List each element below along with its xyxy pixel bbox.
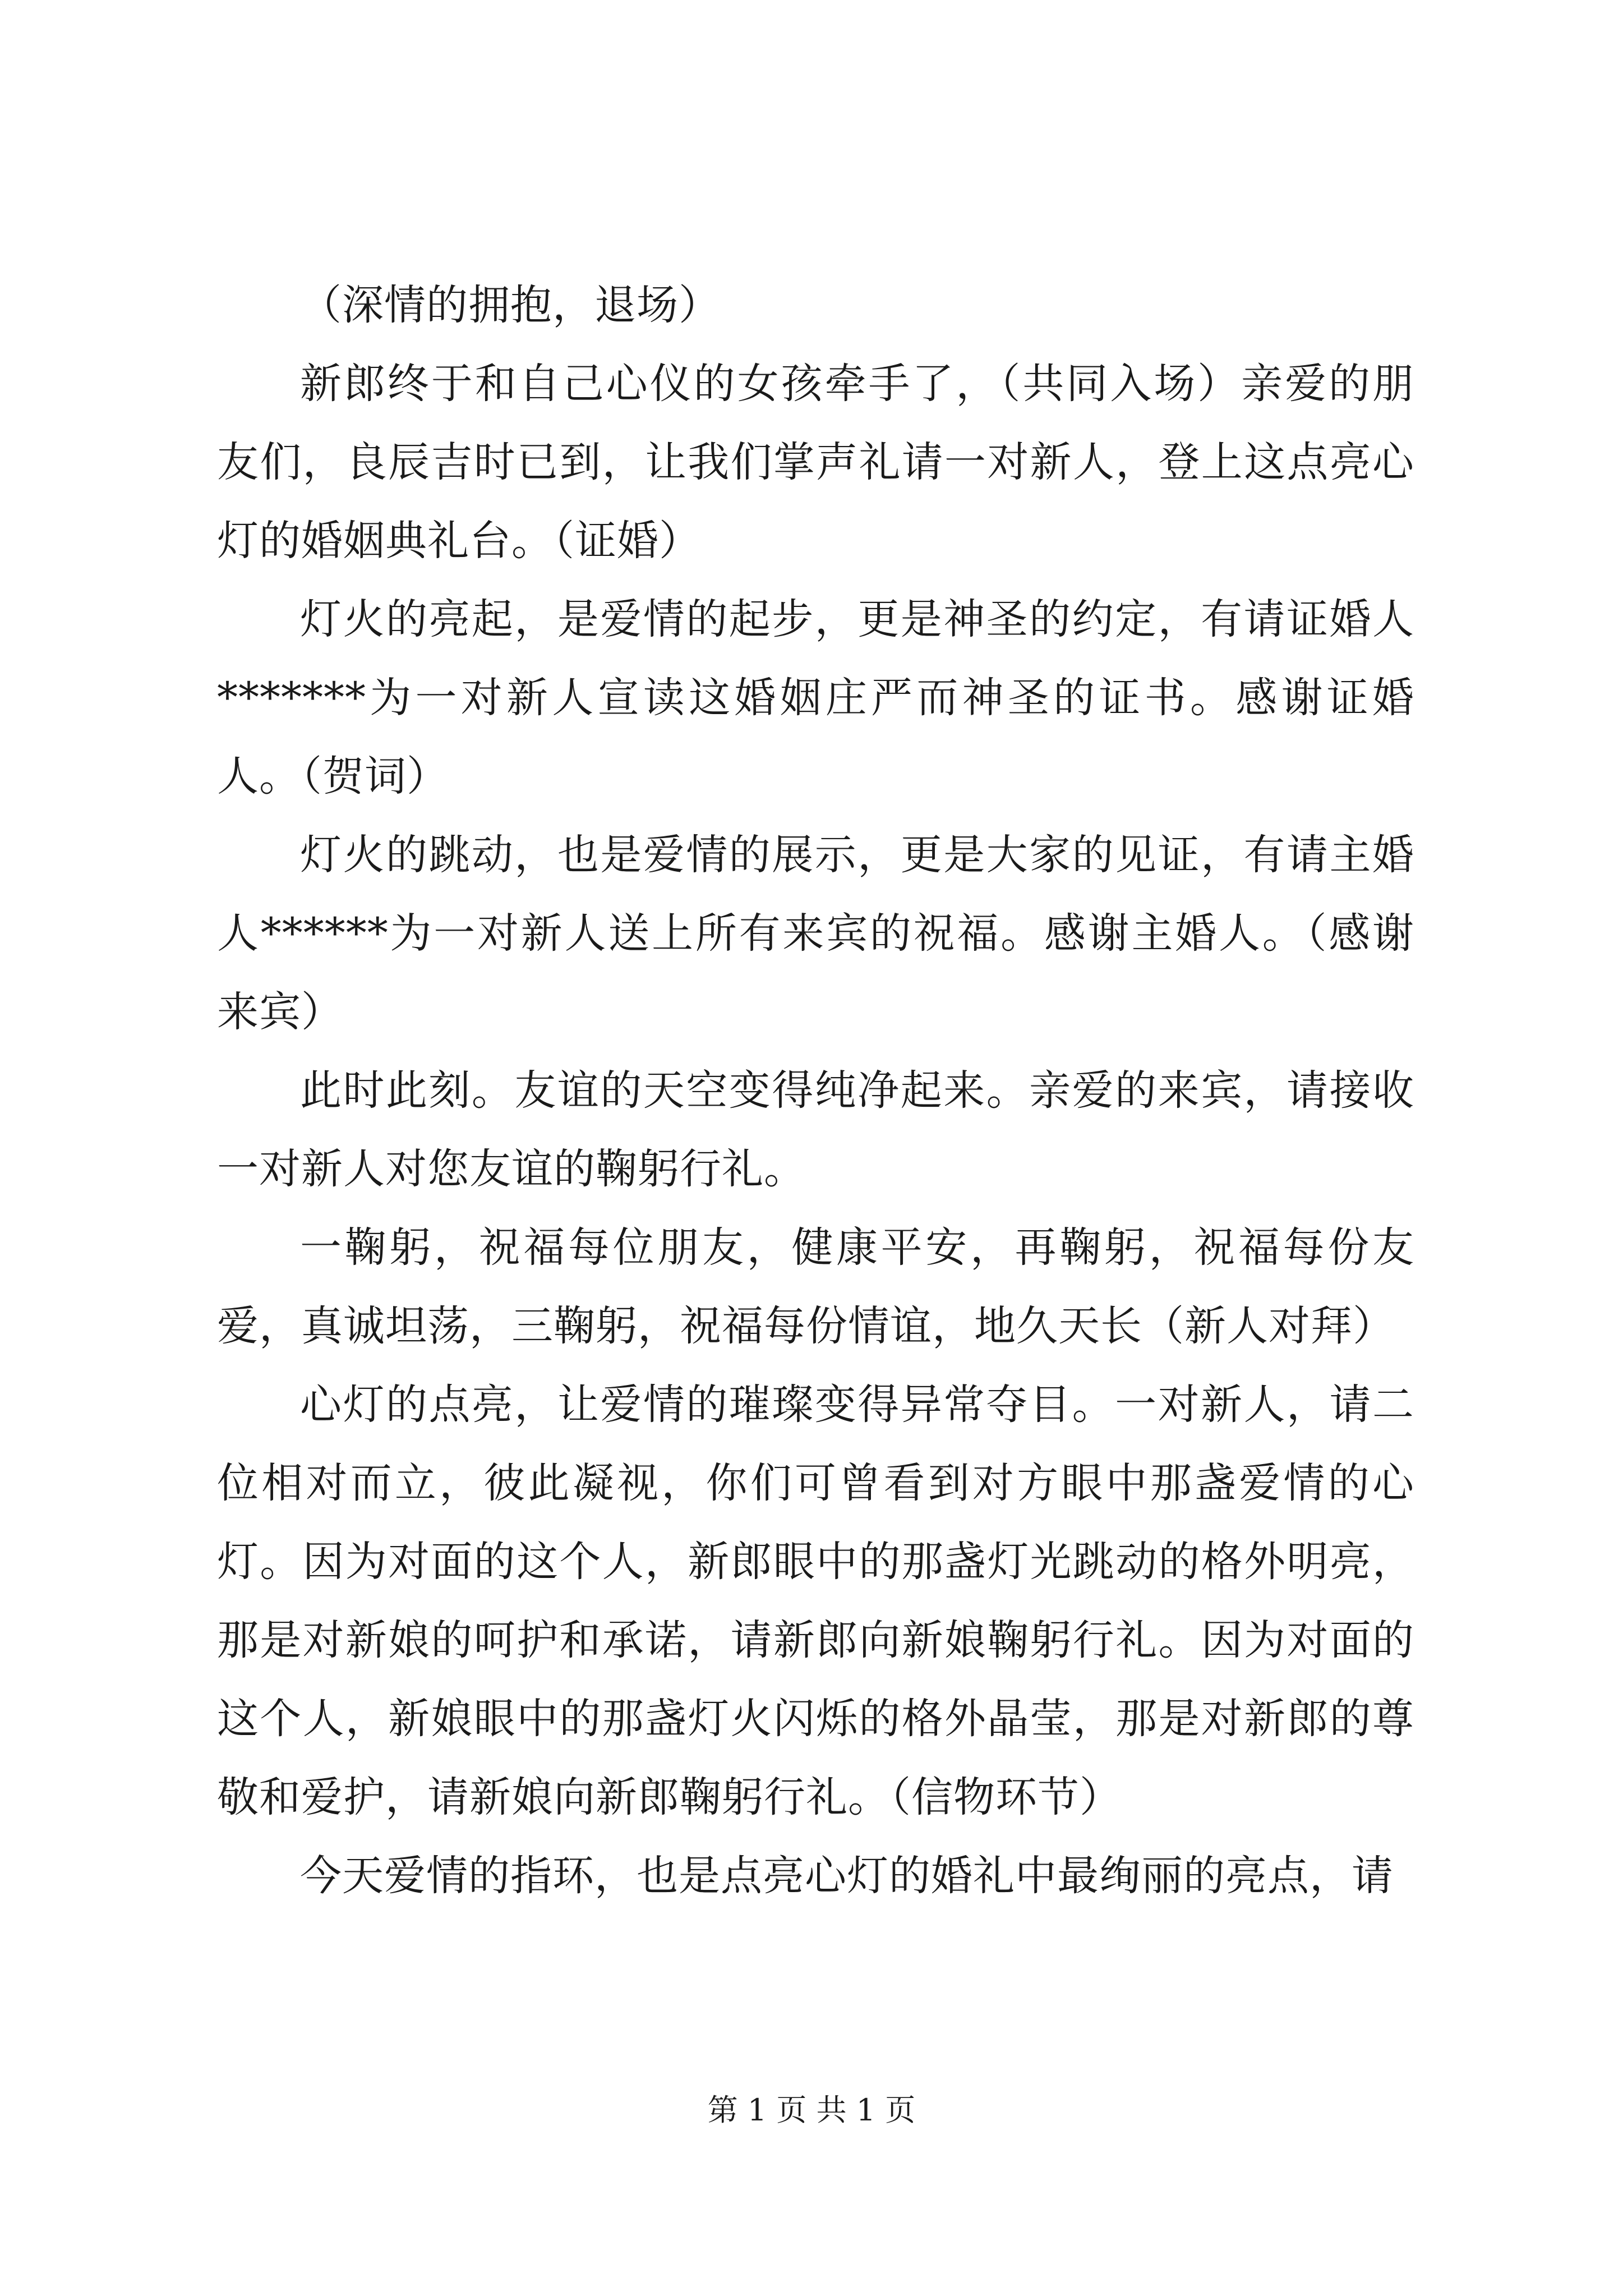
paragraph-6: 一鞠躬，祝福每位朋友，健康平安，再鞠躬，祝福每份友爱，真诚坦荡，三鞠躬，祝福每份情谊，地久天长（新人对拜） xyxy=(217,1223,1414,1350)
paragraph-5: 此时此刻。友谊的天空变得纯净起来。亲爱的来宾，请接收一对新人对您友谊的鞠躬行礼。 xyxy=(217,1066,1414,1193)
paragraph-4: 灯火的跳动，也是爱情的展示，更是大家的见证，有请主婚人******为一对新人送上所有来宾的祝福。感谢主婚人。（感谢来宾） xyxy=(217,831,1414,1036)
document-body xyxy=(217,266,1414,1915)
paragraph-2: 新郎终于和自己心仪的女孩牵手了，（共同入场）亲爱的朋友们，良辰吉时已到，让我们掌声礼请一对新人，登上这点亮心灯的婚姻典礼台。（证婚） xyxy=(217,360,1414,565)
paragraph-1: （深情的拥抱，退场） xyxy=(300,281,721,329)
paragraph-8: 今天爱情的指环，也是点亮心灯的婚礼中最绚丽的亮点，请 xyxy=(300,1852,1394,1900)
page-footer: 第 1 页 共 1 页 xyxy=(707,2092,916,2128)
paragraph-3: 灯火的亮起，是爱情的起步，更是神圣的约定，有请证婚人*******为一对新人宣读这婚姻庄严而神圣的证书。感谢证婚人。（贺词） xyxy=(217,595,1414,800)
paragraph-7: 心灯的点亮，让爱情的璀璨变得异常夺目。一对新人，请二位相对而立，彼此凝视，你们可曾看到对方眼中那盏爱情的心灯。因为对面的这个人，新郎眼中的那盏灯光跳动的格外明亮，那是对新娘的呵护和承诺，请新郎向新娘鞠躬行礼。因为对面的这个人，新娘眼中的那盏灯火闪烁的格外晶莹，那是对新郎的尊敬和爱护，请新娘向新郎鞠躬行礼。（信物环节） xyxy=(217,1381,1414,1821)
